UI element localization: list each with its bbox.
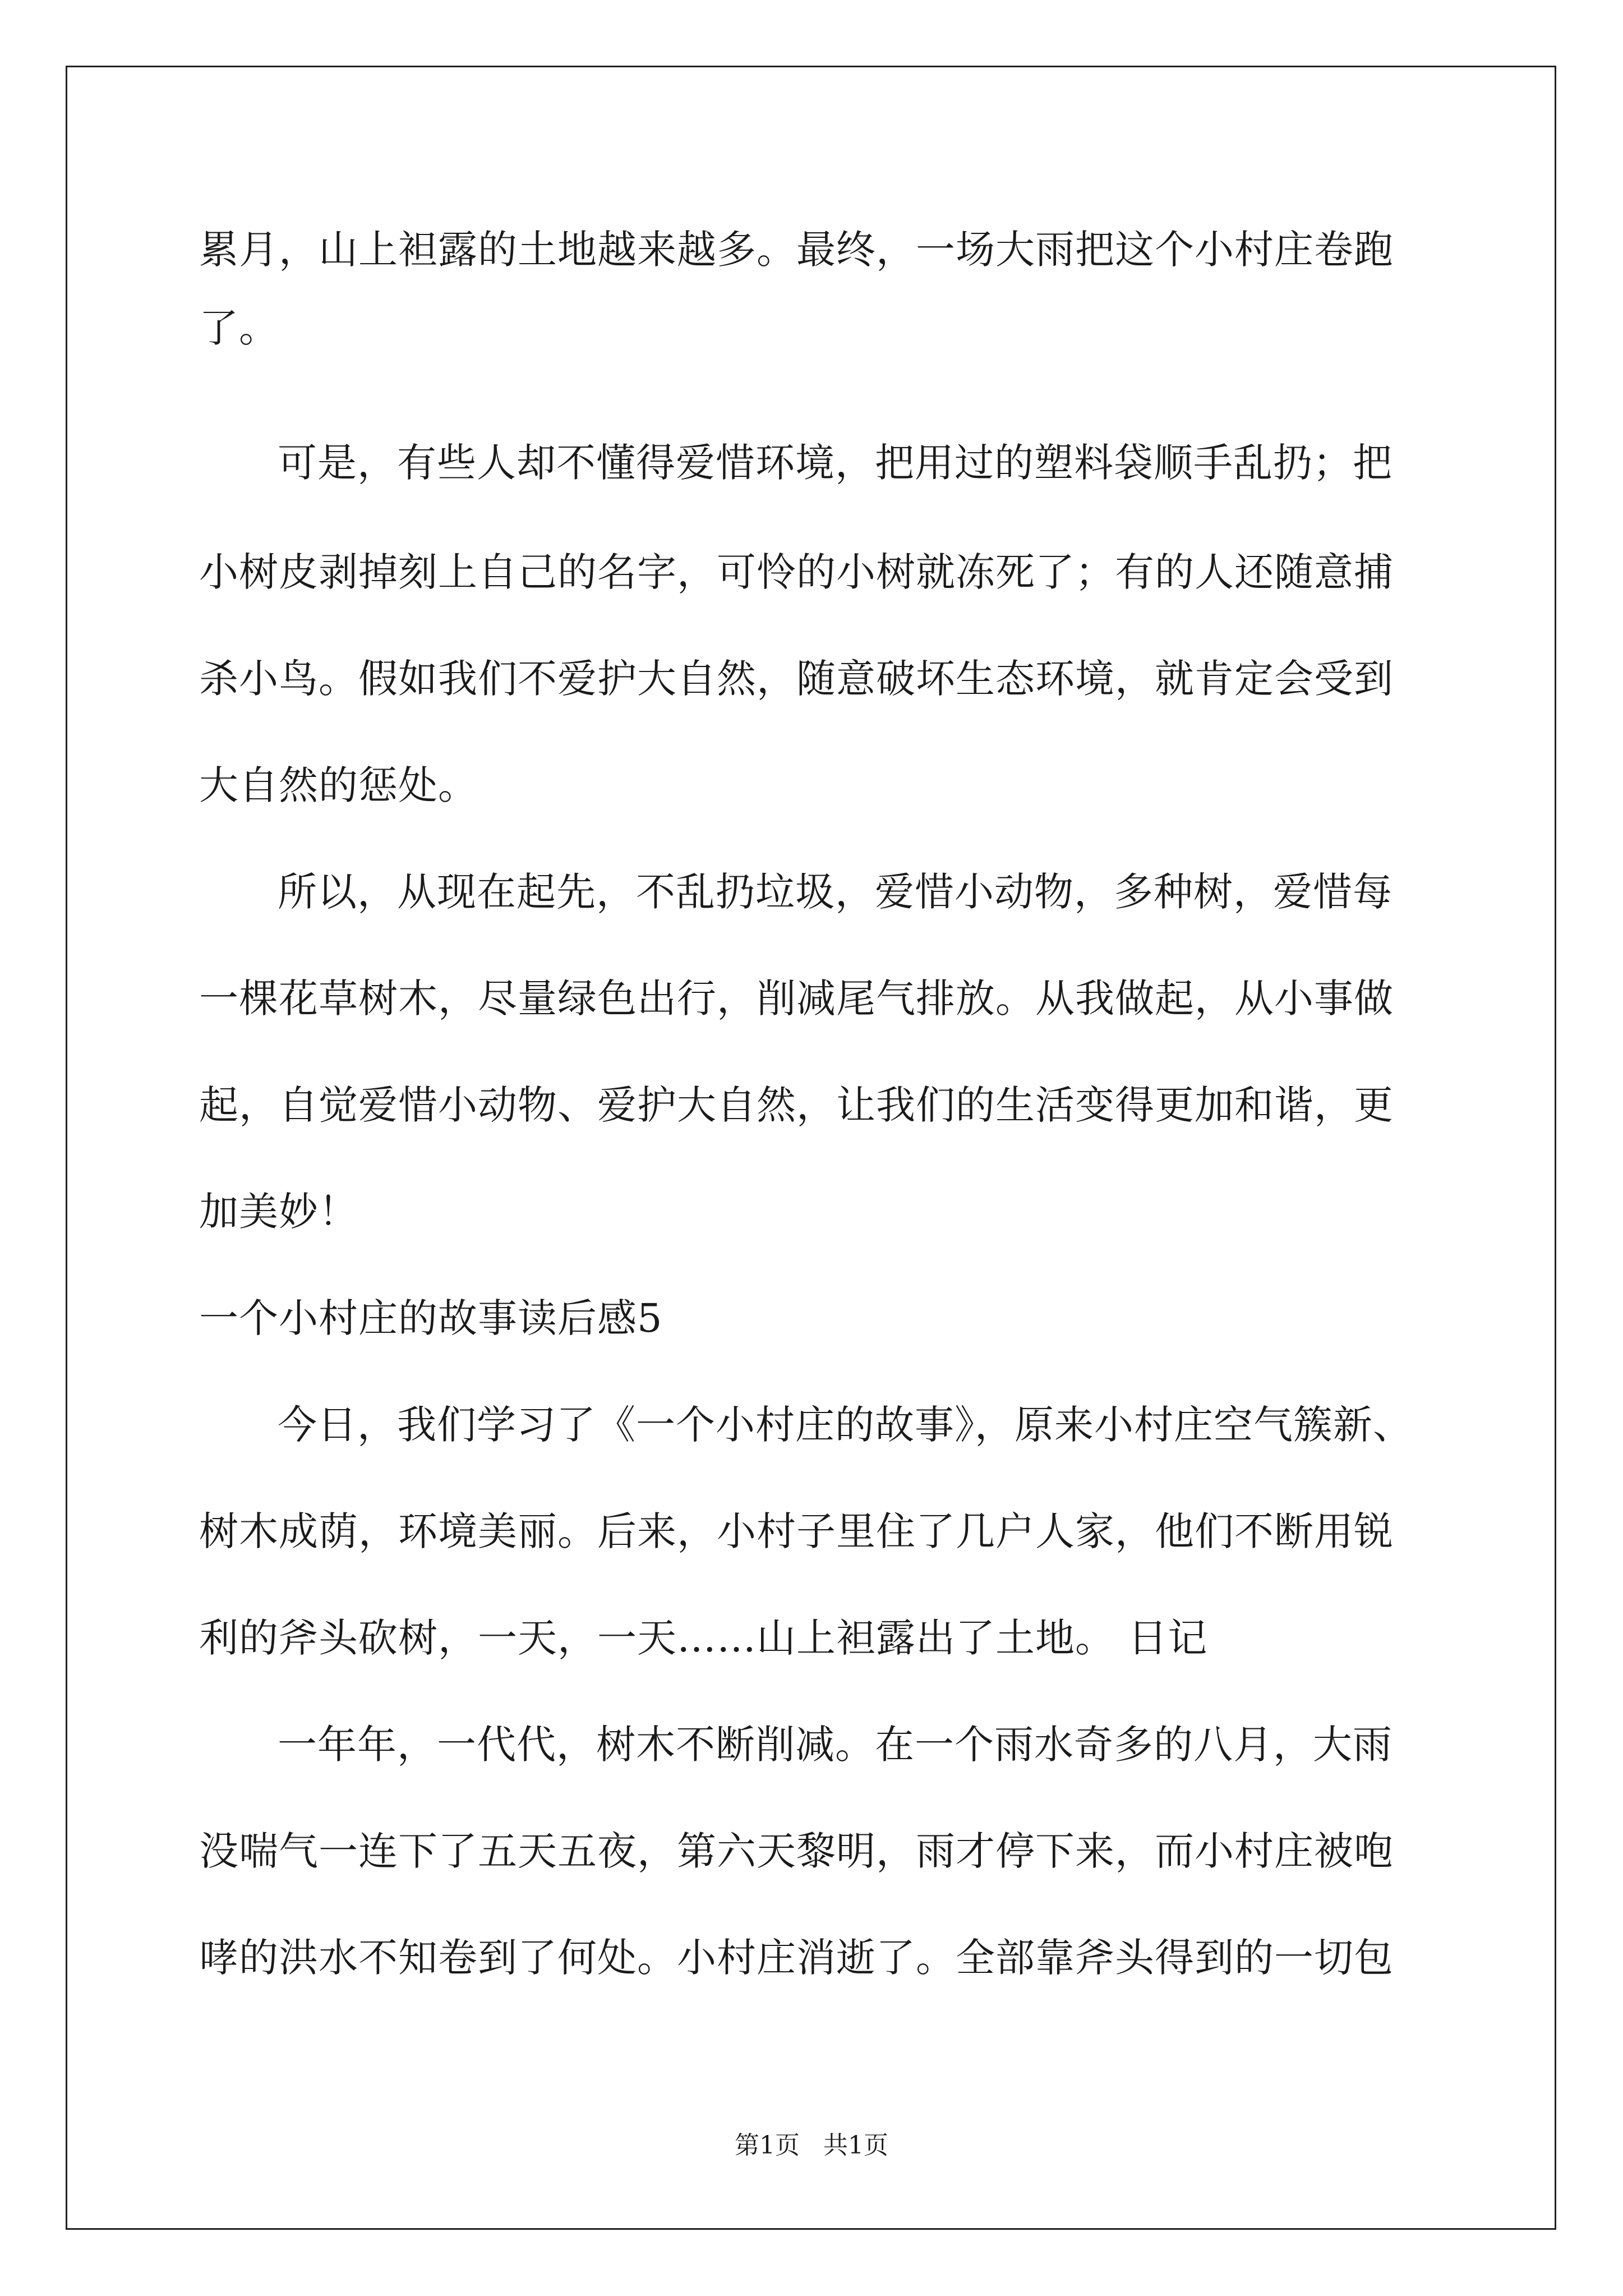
text-line-10: 加美妙！ <box>199 1189 358 1235</box>
text-line-8: 一棵花草树木，尽量绿色出行，削减尾气排放。从我做起，从小事做 <box>199 976 1394 1022</box>
text-line-6: 大自然的惩处。 <box>199 762 478 808</box>
page-border <box>66 66 1556 2230</box>
text-line-2: 了。 <box>199 305 279 351</box>
text-line-17: 哮的洪水不知卷到了何处。小村庄消逝了。全部靠斧头得到的一切包 <box>199 1935 1394 1981</box>
text-line-12: 今日，我们学习了《一个小村庄的故事》，原来小村庄空气簇新、 <box>278 1402 1413 1448</box>
text-line-1: 累月，山上袒露的土地越来越多。最终，一场大雨把这个小村庄卷跑 <box>199 227 1394 273</box>
text-line-16: 没喘气一连下了五天五夜，第六天黎明，雨才停下来，而小村庄被咆 <box>199 1828 1394 1874</box>
text-line-7: 所以，从现在起先，不乱扔垃圾，爱惜小动物，多种树，爱惜每 <box>278 869 1393 915</box>
text-line-13: 树木成荫，环境美丽。后来，小村子里住了几户人家，他们不断用锐 <box>199 1508 1394 1554</box>
text-line-9: 起，自觉爱惜小动物、爱护大自然，让我们的生活变得更加和谐，更 <box>199 1082 1394 1128</box>
section-heading: 一个小村庄的故事读后感5 <box>199 1295 663 1341</box>
text-line-5: 杀小鸟。假如我们不爱护大自然，随意破坏生态环境，就肯定会受到 <box>199 656 1394 702</box>
text-line-4: 小树皮剥掉刻上自己的名字，可怜的小树就冻死了；有的人还随意捕 <box>199 549 1394 595</box>
text-line-3: 可是，有些人却不懂得爱惜环境，把用过的塑料袋顺手乱扔；把 <box>278 440 1393 486</box>
text-line-15: 一年年，一代代，树木不断削减。在一个雨水奇多的八月，大雨 <box>278 1722 1393 1768</box>
text-line-14: 利的斧头砍树，一天，一天……山上袒露出了土地。 日记 <box>199 1615 1208 1661</box>
page-number-footer: 第1页 共1页 <box>735 2131 888 2160</box>
